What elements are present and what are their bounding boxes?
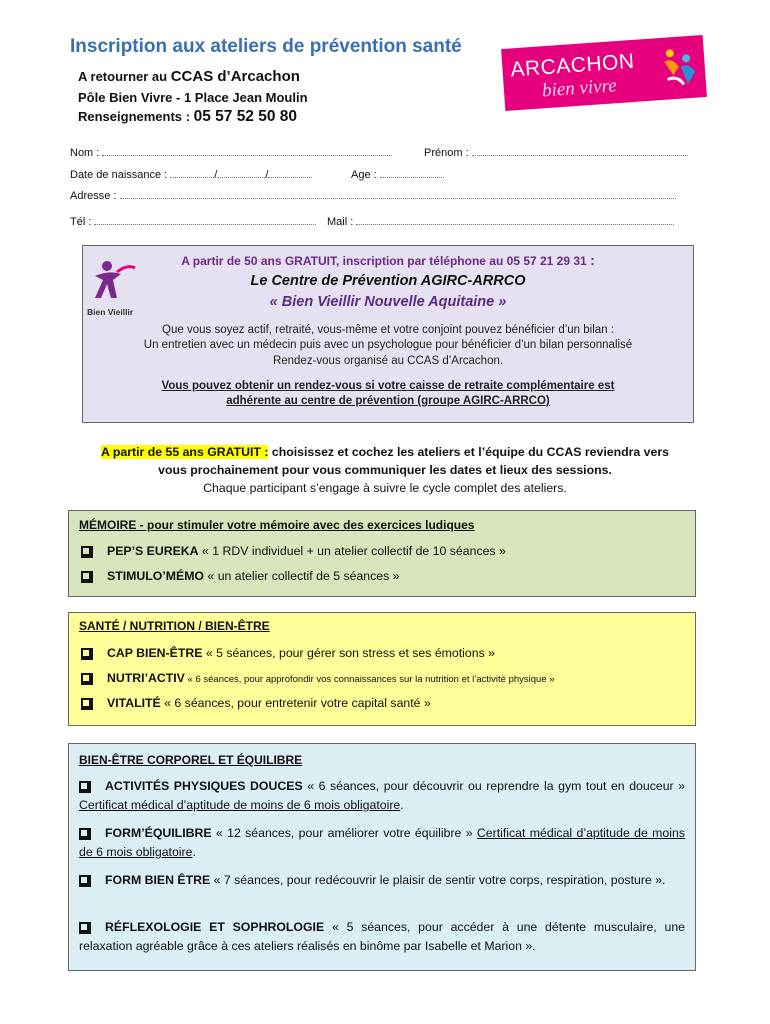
agirc-body2: Un entretien avec un médecin puis avec un psychologue pour bénéficier d’un bilan personnalisé [143,339,633,351]
agirc-heading-colon: : [590,252,595,268]
agirc-note1: Vous pouvez obtenir un rendez-vous si votre caisse de retraite complémentaire est [161,380,615,392]
item-end: . [192,845,196,859]
agirc-heading [83,252,693,268]
item-name: RÉFLEXOLOGIE ET SOPHROLOGIE [105,920,325,934]
intro-line1 [40,443,730,461]
item-desc: « 6 séances, pour approfondir vos connaissances sur la nutrition et l’activité physique » [184,674,555,685]
item-name: VITALITÉ [107,696,161,710]
arcachon-logo [501,35,707,111]
agirc-title1: Le Centre de Prévention AGIRC-ARRCO [250,273,526,289]
item-desc: « 6 séances, pour découvrir ou reprendre la gym tout en douceur » [302,779,686,793]
item-name: PEP’S EUREKA [107,544,199,558]
intro-line2 [40,461,730,479]
checkbox-icon[interactable] [81,673,91,683]
checkbox-icon[interactable] [79,781,89,791]
mail-input[interactable] [356,215,674,225]
sante-item-vitalite[interactable] [81,696,431,710]
corporel-item-form-equilibre[interactable] [79,824,685,862]
mail-field[interactable] [327,215,674,228]
dob-year-input[interactable] [268,168,312,178]
checkbox-icon[interactable] [79,828,89,838]
item-desc: « 5 séances, pour gérer son stress et ses émotions » [202,646,495,660]
checkbox-icon[interactable] [81,546,91,556]
agirc-title2: « Bien Vieillir Nouvelle Aquitaine » [269,294,507,310]
corporel-item-reflexologie[interactable] [79,918,685,956]
nom-input[interactable] [102,146,392,156]
dob-field[interactable]: Date de naissance : / / [70,168,312,181]
memoire-item-stimulo-memo[interactable] [81,569,400,583]
item-desc: « 7 séances, pour redécouvrir le plaisir de sentir votre corps, respiration, posture ». [210,873,666,887]
intro-line3: Chaque participant s’engage à suivre le cycle complet des ateliers. [203,481,567,495]
intro-highlight: A partir de 55 ans GRATUIT : [101,445,269,459]
age-field[interactable] [351,168,444,181]
item-desc: « 1 RDV individuel + un atelier collectif de 10 séances » [198,544,506,558]
dob-label: Date de naissance : [70,169,168,181]
item-note: Certificat médical d’aptitude de moins de 6 mois obligatoire [79,826,685,859]
address-line: Pôle Bien Vivre - 1 Place Jean Moulin [78,90,308,105]
item-name: NUTRI’ACTIV [107,671,185,685]
item-desc: « 5 séances, pour accéder à une détente musculaire, une relaxation agréable grâce à ces ateliers réalisés en binôme par Isabelle et Marion ». [79,920,685,953]
adresse-label: Adresse : [70,190,117,202]
agirc-heading-text: A partir de 50 ans GRATUIT, inscription par téléphone au 05 57 21 29 31 [181,254,587,268]
item-name: ACTIVITÉS PHYSIQUES DOUCES [105,779,303,793]
logo-line2: bien vivre [541,75,618,102]
nom-field[interactable] [70,146,392,159]
mail-label: Mail : [327,216,354,228]
sante-heading: SANTÉ / NUTRITION / BIEN-ÊTRE [79,619,270,633]
item-note: Certificat médical d’aptitude de moins de 6 mois obligatoire [79,798,401,812]
corporel-heading: BIEN-ÊTRE CORPOREL ET ÉQUILIBRE [79,753,303,767]
return-line [78,68,300,85]
item-end: . [400,798,404,812]
sante-item-nutri-activ[interactable] [81,671,555,685]
item-name: FORM’ÉQUILIBRE [105,826,212,840]
checkbox-icon[interactable] [79,875,89,885]
memoire-item-peps-eureka[interactable] [81,544,506,558]
figures-logo-icon [657,43,700,92]
checkbox-icon[interactable] [79,922,89,932]
agirc-note2: adhérente au centre de prévention (groupe AGIRC-ARRCO) [226,395,550,407]
checkbox-icon[interactable] [81,698,91,708]
return-org: CCAS d’Arcachon [170,68,300,85]
page-title: Inscription aux ateliers de prévention santé [70,36,462,57]
item-desc: « un atelier collectif de 5 séances » [204,569,400,583]
item-name: STIMULO’MÉMO [107,569,205,583]
tel-field[interactable] [70,215,316,228]
item-desc: « 6 séances, pour entretenir votre capital santé » [160,696,431,710]
nom-label: Nom : [70,147,100,159]
return-prefix: A retourner au [78,69,171,84]
dob-day-input[interactable] [170,168,214,178]
memoire-heading: MÉMOIRE - pour stimuler votre mémoire avec des exercices ludiques [79,518,475,532]
logo-line1: ARCACHON [509,49,636,82]
age-input[interactable] [380,168,444,178]
tel-input[interactable] [94,215,316,225]
item-name: FORM BIEN ÊTRE [105,873,211,887]
info-phone: 05 57 52 50 80 [193,108,298,125]
bien-vieillir-text: Bien Vieillir [87,307,134,317]
agirc-box [82,245,694,423]
intro-text [40,443,730,497]
checkbox-icon[interactable] [81,571,91,581]
agirc-body3: Rendez-vous organisé au CCAS d’Arcachon. [272,355,504,367]
item-desc: « 12 séances, pour améliorer votre équilibre » [211,826,477,840]
corporel-box [68,743,696,971]
agirc-body1: Que vous soyez actif, retraité, vous-même et votre conjoint pouvez bénéficier d’un bilan : [162,324,614,336]
info-line [78,108,297,126]
prenom-field[interactable] [424,146,688,159]
prenom-label: Prénom : [424,147,469,159]
info-label: Renseignements : [78,109,194,124]
prenom-input[interactable] [472,146,688,156]
corporel-item-activites[interactable] [79,777,685,815]
age-label: Age : [351,169,377,181]
memoire-box [68,510,696,597]
corporel-item-form-bien-etre[interactable] [79,871,685,890]
sante-item-cap-bien-etre[interactable] [81,646,495,660]
intro-bold2: vous prochainement pour vous communiquer les dates et lieux des sessions. [158,463,612,477]
intro-bold1: choisissez et cochez les ateliers et l’équipe du CCAS reviendra vers [268,445,669,459]
tel-label: Tél : [70,216,92,228]
item-name: CAP BIEN-ÊTRE [107,646,203,660]
adresse-input[interactable] [120,189,676,199]
dob-month-input[interactable] [217,168,265,178]
adresse-field[interactable] [70,189,676,202]
checkbox-icon[interactable] [81,648,91,658]
sante-box [68,612,696,726]
